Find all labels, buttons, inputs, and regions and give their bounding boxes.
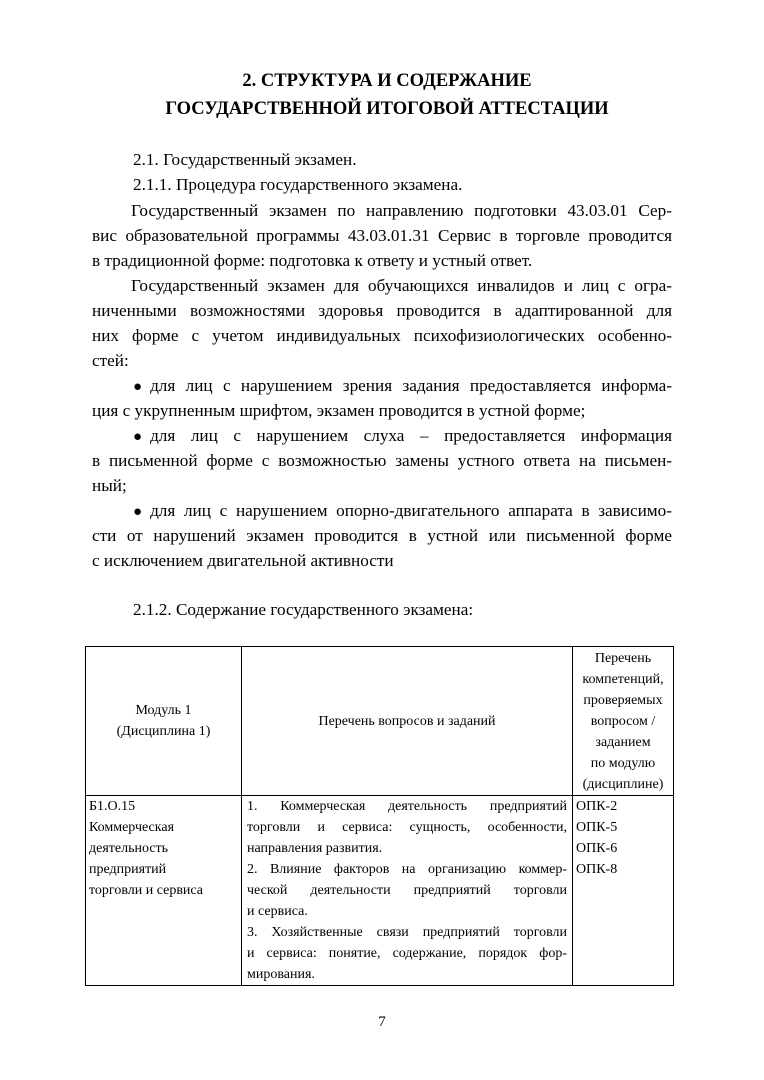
module-line: Б1.О.15 [89, 799, 136, 814]
competency-code: ОПК-2 [576, 799, 618, 814]
paragraph-2-line: них форме с учетом индивидуальных психофизиологических особенно- [92, 326, 672, 345]
header-module [86, 647, 242, 796]
paragraph-2-line: ниченными возможностями здоровья проводится в адаптированной для [92, 301, 672, 320]
bullet-item-vision-cont: ция с укрупненным шрифтом, экзамен проводится в устной форме; [92, 401, 586, 420]
competency-code: ОПК-5 [576, 820, 618, 835]
header-competencies-line: (дисциплине) [582, 776, 664, 792]
question-line: направления развития. [247, 841, 383, 856]
question-line: 1. Коммерческая деятельность предприятий [247, 799, 567, 814]
bullet-icon: ● [133, 379, 143, 395]
question-line: ческой деятельности предприятий торговли [247, 883, 567, 898]
cell-competencies [573, 796, 674, 986]
section-heading-2-1-1: 2.1.1. Процедура государственного экзамена. [133, 175, 463, 194]
bullet-item-hearing-cont: в письменной форме с возможностью замены устного ответа на письмен- [92, 451, 672, 470]
page-number: 7 [378, 1014, 386, 1030]
header-competencies-line: Перечень [594, 650, 652, 666]
question-line: и сервиса. [247, 904, 308, 919]
paragraph-2-line: Государственный экзамен для обучающихся инвалидов и лиц с огра- [131, 276, 672, 295]
paragraph-2-line: стей: [92, 351, 129, 370]
question-line: торговли и сервиса: сущность, особенности, [247, 820, 567, 835]
bullet-item-motor [133, 501, 672, 522]
header-competencies-line: компетенций, [582, 671, 664, 687]
module-line: деятельность [89, 841, 169, 856]
header-competencies-line: по модулю [590, 755, 656, 771]
paragraph-1-line: в традиционной форме: подготовка к ответу и устный ответ. [92, 251, 533, 270]
bullet-item-hearing-cont: ный; [92, 476, 127, 495]
bullet-text: для лиц с нарушением слуха – предоставляется информация [150, 426, 672, 445]
header-competencies-line: проверяемых [583, 692, 663, 708]
header-questions: Перечень вопросов и заданий [242, 647, 573, 796]
paragraph-1-line: вис образовательной программы 43.03.01.31 Сервис в торговле проводится [92, 226, 672, 245]
page-title-line-2: ГОСУДАРСТВЕННОЙ ИТОГОВОЙ АТТЕСТАЦИИ [165, 99, 609, 119]
bullet-icon: ● [133, 504, 143, 520]
header-module-line: (Дисциплина 1) [116, 724, 211, 739]
page-title-line-1: 2. СТРУКТУРА И СОДЕРЖАНИЕ [242, 71, 532, 91]
cell-questions [242, 796, 573, 986]
section-heading-2-1: 2.1. Государственный экзамен. [133, 150, 357, 169]
question-line: 2. Влияние факторов на организацию коммер- [247, 862, 567, 877]
header-competencies-line: вопросом / [590, 713, 656, 729]
bullet-item-motor-cont: сти от нарушений экзамен проводится в устной или письменной форме [92, 526, 672, 545]
cell-module [86, 796, 242, 986]
section-heading-2-1-2: 2.1.2. Содержание государственного экзамена: [133, 600, 474, 619]
question-line: и сервиса: понятие, содержание, порядок фор- [247, 946, 567, 961]
table-header-row [86, 647, 674, 796]
question-line: мирования. [247, 967, 315, 982]
bullet-icon: ● [133, 429, 143, 445]
exam-content-table [85, 646, 674, 986]
header-competencies-line: заданием [595, 734, 651, 750]
paragraph-1-line: Государственный экзамен по направлению подготовки 43.03.01 Сер- [131, 201, 672, 220]
competency-code: ОПК-6 [576, 841, 618, 856]
header-module-line: Модуль 1 [135, 703, 192, 718]
bullet-item-vision [133, 376, 672, 397]
bullet-text: для лиц с нарушением зрения задания предоставляется информа- [150, 376, 672, 395]
bullet-item-motor-cont: с исключением двигательной активности [92, 551, 394, 570]
module-line: Коммерческая [89, 820, 175, 835]
module-line: предприятий [89, 862, 167, 877]
question-line: 3. Хозяйственные связи предприятий торговли [247, 925, 567, 940]
header-competencies [573, 647, 674, 796]
module-line: торговли и сервиса [89, 883, 204, 898]
table-row [86, 796, 674, 986]
bullet-text: для лиц с нарушением опорно-двигательного аппарата в зависимо- [150, 501, 672, 520]
bullet-item-hearing [133, 426, 672, 447]
competency-code: ОПК-8 [576, 862, 618, 877]
